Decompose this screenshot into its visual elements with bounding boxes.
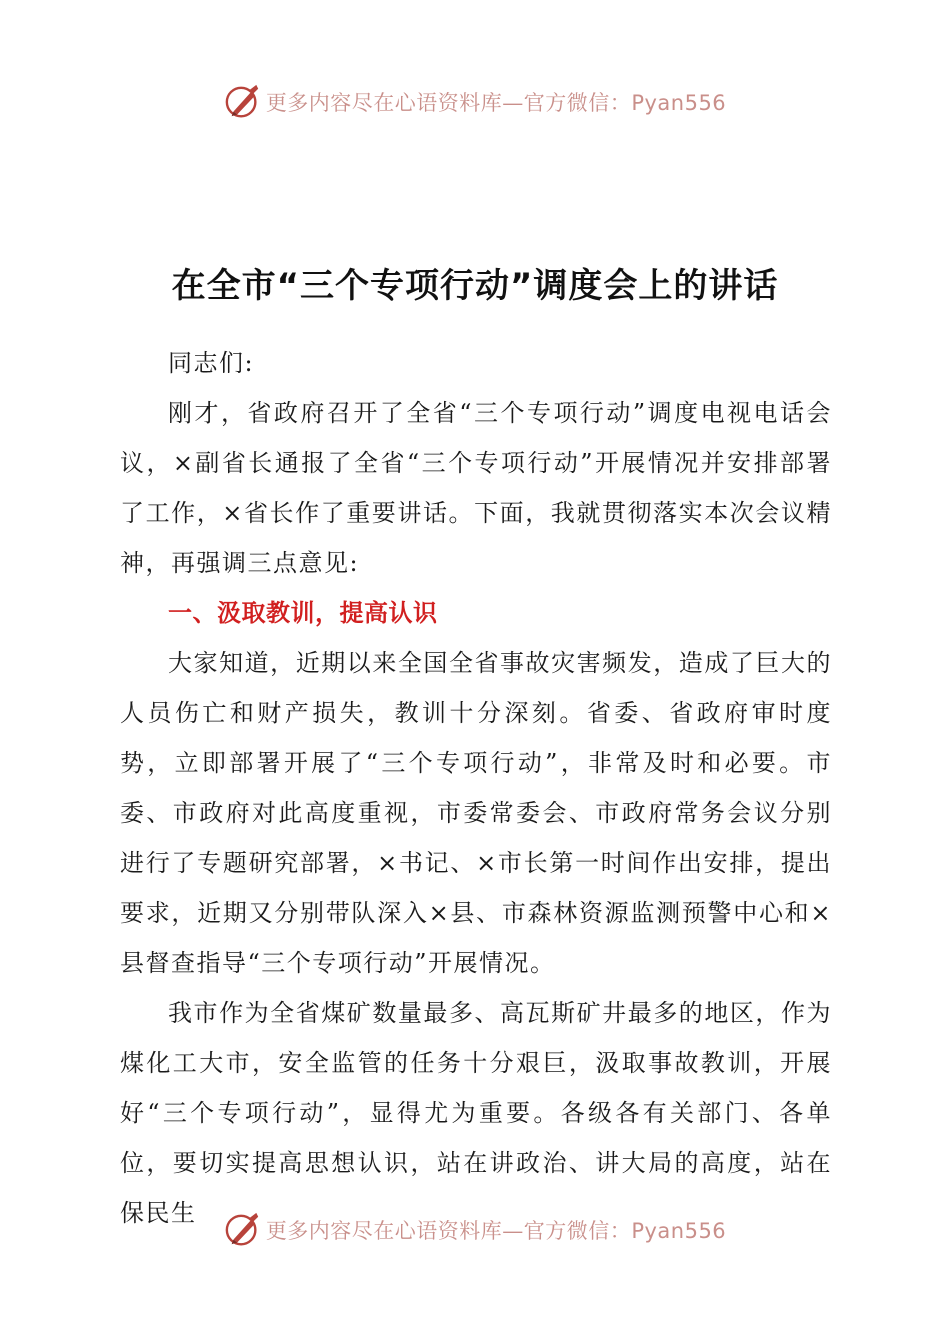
watermark-banner-bottom	[0, 1210, 950, 1250]
watermark-text: 更多内容尽在心语资料库—官方微信：Pyan556	[265, 91, 727, 115]
watermark-wechat-id: Pyan556	[631, 91, 727, 115]
document-title: 在全市“三个专项行动”调度会上的讲话	[171, 266, 779, 306]
watermark-text: 更多内容尽在心语资料库—官方微信：Pyan556	[265, 1219, 727, 1243]
section-heading-1: 一、汲取教训，提高认识	[168, 599, 438, 627]
watermark-banner-top	[0, 82, 950, 122]
document-body	[120, 338, 832, 1238]
paragraph-background: 大家知道，近期以来全国全省事故灾害频发，造成了巨大的人员伤亡和财产损失，教训十分深刻。省委、省政府审时度势，立即部署开展了“三个专项行动”，非常及时和必要。市委、市政府对此高度重视，市委常委会、市政府常务会议分别进行了专题研究部署，×书记、×市长第一时间作出安排，提出要求，近期又分别带队深入×县、市森林资源监测预警中心和×县督查指导“三个专项行动”开展情况。	[120, 649, 832, 977]
paragraph-importance: 我市作为全省煤矿数量最多、高瓦斯矿井最多的地区，作为煤化工大市，安全监管的任务十分艰巨，汲取事故教训，开展好“三个专项行动”，显得尤为重要。各级各有关部门、各单位，要切实提高思想认识，站在讲政治、讲大局的高度，站在保民生	[120, 999, 832, 1227]
pen-logo-icon	[224, 1211, 262, 1249]
salutation: 同志们:	[168, 349, 255, 377]
paragraph-intro: 刚才，省政府召开了全省“三个专项行动”调度电视电话会议，×副省长通报了全省“三个专项行动”开展情况并安排部署了工作，×省长作了重要讲话。下面，我就贯彻落实本次会议精神，再强调三点意见:	[120, 399, 832, 577]
watermark-wechat-id: Pyan556	[631, 1219, 727, 1243]
pen-logo-icon	[224, 83, 262, 121]
